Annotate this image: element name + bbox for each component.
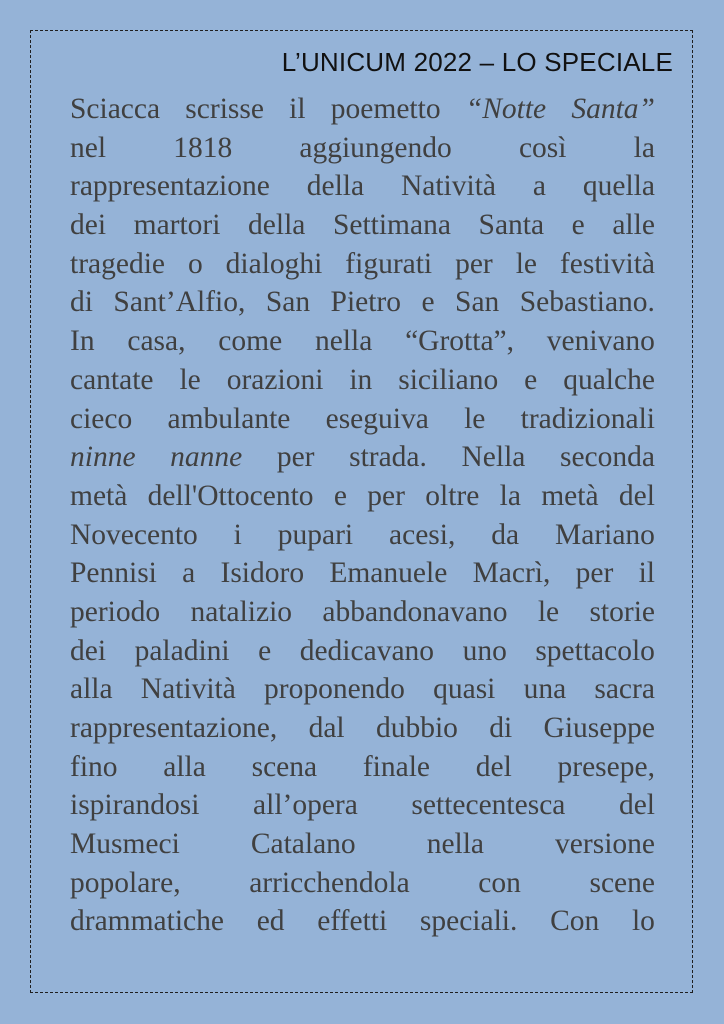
article-word: settecentesca <box>411 789 566 822</box>
article-word: di <box>70 286 93 319</box>
article-word: rappresentazione <box>70 170 270 203</box>
article-word: San <box>265 286 311 319</box>
article-word: festività <box>559 247 655 280</box>
article-word: acesi, <box>389 518 456 551</box>
article-word: in <box>349 363 373 396</box>
article-word: Novecento <box>70 518 198 551</box>
article-word: Catalano <box>250 828 356 861</box>
article-word: Santa <box>478 209 545 242</box>
article-word: siciliano <box>398 363 499 396</box>
article-word: del <box>475 750 512 783</box>
article-word: popolare, <box>70 866 181 899</box>
article-word: Musmeci <box>70 828 180 861</box>
article-word: Isidoro <box>220 557 305 590</box>
article-word: scena <box>251 750 318 783</box>
article-line <box>70 786 655 825</box>
article-word: metà <box>70 479 128 512</box>
article-line <box>70 477 655 516</box>
article-word: i <box>233 518 242 551</box>
article-line <box>70 825 655 864</box>
article-word: a <box>182 557 196 590</box>
article-word: a <box>532 170 546 203</box>
article-word: la <box>499 479 521 512</box>
article-word: del <box>618 479 655 512</box>
article-word: Sciacca <box>70 93 161 125</box>
article-word: periodo <box>70 595 161 628</box>
article-word: all’opera <box>253 789 358 822</box>
article-word: dei <box>70 634 107 667</box>
article-word: per <box>276 441 315 474</box>
article-word: storie <box>589 595 655 628</box>
article-word: poemetto <box>330 93 441 125</box>
article-line <box>70 554 655 593</box>
article-word: oltre <box>425 479 480 512</box>
article-word: Santa” <box>571 93 655 125</box>
article-word: con <box>478 866 521 899</box>
page-header: L’UNICUM 2022 – LO SPECIALE <box>281 47 673 77</box>
article-word: In <box>70 325 95 358</box>
article-line <box>70 902 655 941</box>
article-word: dal <box>308 712 345 744</box>
article-word: Con <box>550 905 600 938</box>
article-line <box>70 322 655 361</box>
article-word: nel <box>70 131 107 164</box>
article-word: così <box>518 131 567 164</box>
article-word: Mariano <box>555 518 655 551</box>
article-word: presepe, <box>557 750 655 783</box>
article-word: ed <box>256 905 285 938</box>
article-word: Sebastiano. <box>519 286 655 319</box>
article-word: una <box>523 673 567 706</box>
article-line <box>70 709 655 748</box>
article-line <box>70 438 655 477</box>
article-line <box>70 361 655 400</box>
article-line <box>70 516 655 555</box>
article-word: proponendo <box>264 673 405 706</box>
article-word: martori <box>133 209 221 242</box>
article-word: dell'Ottocento <box>147 479 314 512</box>
article-word: dei <box>70 209 107 242</box>
article-word: 1818 <box>173 131 233 164</box>
article-word: dedicavano <box>299 634 435 667</box>
article-word: dubbio <box>375 712 458 744</box>
article-line <box>70 593 655 632</box>
article-word: quella <box>582 170 655 203</box>
article-word: Pietro <box>330 286 401 319</box>
article-word: tradizionali <box>520 402 655 435</box>
article-word: casa, <box>127 325 186 358</box>
article-word: ambulante <box>167 402 291 435</box>
article-word: della <box>306 170 365 203</box>
article-word: cieco <box>70 402 133 435</box>
article-word: dialoghi <box>225 247 323 280</box>
article-line <box>70 129 655 168</box>
article-line <box>70 167 655 206</box>
article-word: per <box>367 479 405 512</box>
article-word: San <box>455 286 500 319</box>
article-line <box>70 283 655 322</box>
article-word: e <box>524 363 538 396</box>
article-word: le <box>515 247 538 280</box>
article-line <box>70 670 655 709</box>
article-word: “Notte <box>465 93 547 125</box>
article-word: della <box>248 209 306 242</box>
article-word: di <box>489 712 513 744</box>
article-word: drammatiche <box>70 905 224 938</box>
article-word: Emanuele <box>329 557 448 590</box>
article-word: e <box>571 209 585 242</box>
article-word: effetti <box>317 905 388 938</box>
article-word: come <box>218 325 283 358</box>
article-word: e <box>333 479 347 512</box>
article-word: alla <box>163 750 206 783</box>
article-word: orazioni <box>226 363 324 396</box>
article-word: metà <box>541 479 599 512</box>
article-word: nella <box>426 828 485 861</box>
article-word: le <box>464 402 486 435</box>
article-word: sacra <box>594 673 655 706</box>
article-word: Giuseppe <box>543 712 655 744</box>
article-word: “Grotta”, <box>405 325 515 358</box>
article-word: fino <box>70 750 118 783</box>
article-body <box>70 90 655 941</box>
article-word: Pennisi <box>70 557 157 590</box>
article-word: versione <box>555 828 655 861</box>
article-word: uno <box>462 634 507 667</box>
article-word: Natività <box>400 170 496 203</box>
article-word: alle <box>612 209 655 242</box>
article-word: cantate <box>70 363 154 396</box>
article-word: venivano <box>546 325 655 358</box>
article-word: pupari <box>277 518 354 551</box>
article-word: lo <box>631 905 655 938</box>
article-word: abbandonavano <box>322 595 508 628</box>
article-word: o <box>187 247 203 280</box>
article-line <box>70 864 655 903</box>
article-word: nella <box>314 325 373 358</box>
article-line <box>70 245 655 284</box>
article-word: per <box>455 247 493 280</box>
article-line <box>70 400 655 439</box>
article-word: Sant’Alfio, <box>113 286 246 319</box>
article-line <box>70 206 655 245</box>
article-word: la <box>633 131 655 164</box>
article-word: Natività <box>140 673 236 706</box>
article-line <box>70 632 655 671</box>
article-word: seconda <box>559 441 655 474</box>
article-word: paladini <box>134 634 230 667</box>
article-word: figurati <box>345 247 433 280</box>
article-word: rappresentazione, <box>70 712 278 744</box>
article-word: strada. <box>349 441 427 474</box>
article-word: aggiungendo <box>299 131 452 164</box>
article-word: ninne <box>70 441 136 474</box>
article-word: spettacolo <box>535 634 655 667</box>
article-word: da <box>491 518 520 551</box>
article-word: natalizio <box>190 595 293 628</box>
article-word: Nella <box>461 441 526 474</box>
article-word: e <box>258 634 272 667</box>
article-word: Macrì, <box>472 557 551 590</box>
article-word: il <box>289 93 306 125</box>
article-word: alla <box>70 673 113 706</box>
article-line <box>70 90 655 129</box>
article-word: tragedie <box>70 247 165 280</box>
article-word: il <box>638 557 655 590</box>
article-word: arricchendola <box>249 866 410 899</box>
article-word: quasi <box>433 673 496 706</box>
article-word: per <box>575 557 614 590</box>
article-word: eseguiva <box>325 402 429 435</box>
article-line <box>70 748 655 787</box>
article-word: e <box>421 286 435 319</box>
article-word: Settimana <box>332 209 451 242</box>
article-word: le <box>537 595 560 628</box>
article-word: le <box>179 363 201 396</box>
article-word: ispirandosi <box>70 789 200 822</box>
article-word: finale <box>362 750 430 783</box>
article-word: del <box>618 789 655 822</box>
article-word: scrisse <box>185 93 264 125</box>
article-word: qualche <box>563 363 655 396</box>
article-word: nanne <box>170 441 243 474</box>
article-word: scene <box>589 866 655 899</box>
article-word: speciali. <box>419 905 518 938</box>
